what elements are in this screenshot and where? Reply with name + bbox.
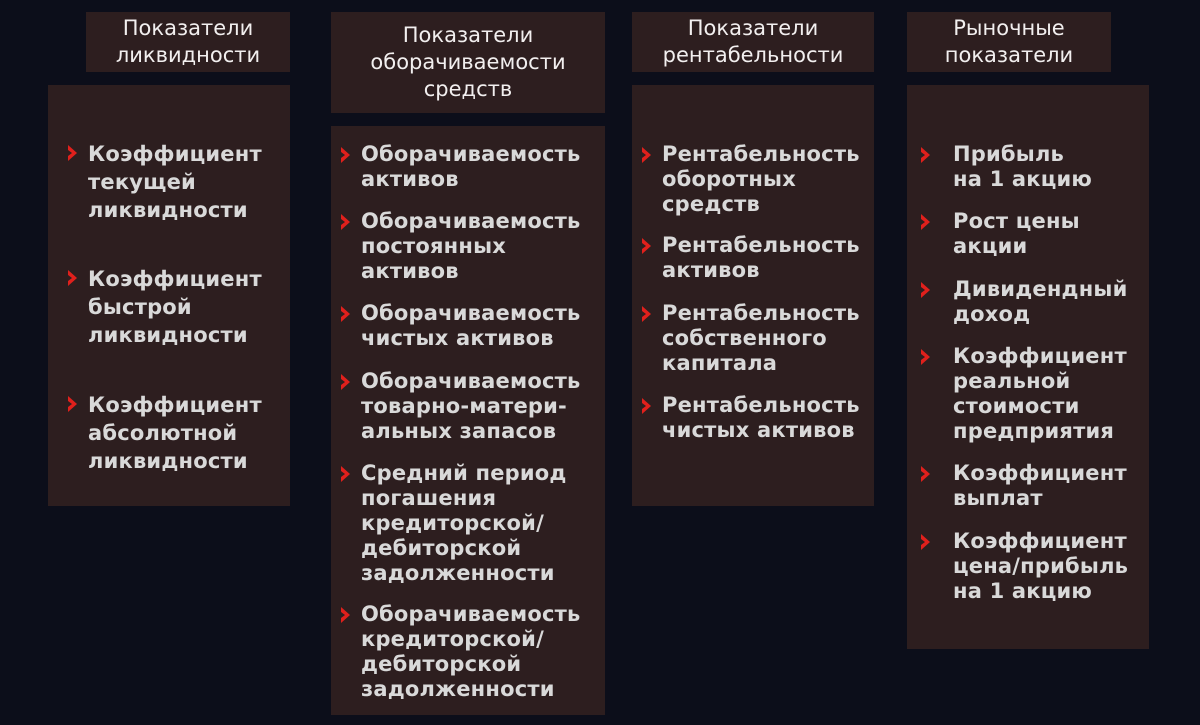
- column-header-liquidity: Показатели ликвидности: [86, 12, 290, 72]
- list-item: [339, 301, 580, 351]
- item-label: Коэффициент цена/прибыль на 1 акцию: [953, 529, 1129, 603]
- list-item: [919, 529, 1128, 604]
- list-item: [919, 142, 1092, 192]
- item-label: Дивидендный доход: [953, 277, 1128, 326]
- column-box-turnover: [331, 126, 605, 715]
- chevron-right-icon: [919, 277, 953, 303]
- item-label: Коэффициент текущей ликвидности: [88, 142, 262, 222]
- item-label: Оборачиваемость чистых активов: [361, 301, 581, 350]
- item-label: Рентабельность собственного капитала: [662, 301, 860, 375]
- chevron-right-icon: [919, 461, 953, 487]
- chevron-right-icon: [919, 209, 953, 235]
- list-item: [66, 265, 262, 349]
- list-item: [339, 369, 580, 444]
- chevron-right-icon: [919, 142, 953, 168]
- item-label: Оборачиваемость кредиторской/ дебиторской задолженности: [361, 602, 581, 701]
- chevron-right-icon: [640, 301, 662, 327]
- chevron-right-icon: [640, 142, 662, 168]
- chevron-right-icon: [339, 602, 361, 628]
- column-header-turnover: Показатели оборачиваемости средств: [331, 12, 605, 113]
- chevron-right-icon: [339, 461, 361, 487]
- column-header-market: Рыночные показатели: [907, 12, 1111, 72]
- column-box-profitability: [632, 85, 874, 506]
- chevron-right-icon: [66, 140, 88, 166]
- list-item: [919, 344, 1127, 444]
- list-item: [919, 277, 1128, 327]
- chevron-right-icon: [640, 233, 662, 259]
- item-label: Оборачиваемость активов: [361, 142, 581, 191]
- list-item: [640, 301, 860, 376]
- chevron-right-icon: [919, 344, 953, 370]
- item-label: Коэффициент быстрой ликвидности: [88, 267, 262, 347]
- column-box-market: [907, 85, 1149, 649]
- list-item: [339, 461, 567, 586]
- chevron-right-icon: [339, 142, 361, 168]
- item-label: Коэффициент абсолютной ликвидности: [88, 393, 262, 473]
- item-label: Коэффициент реальной стоимости предприятия: [953, 344, 1127, 443]
- list-item: [339, 602, 580, 702]
- chevron-right-icon: [339, 209, 361, 235]
- chevron-right-icon: [640, 393, 662, 419]
- list-item: [919, 209, 1080, 259]
- item-label: Коэффициент выплат: [953, 461, 1127, 510]
- chevron-right-icon: [66, 265, 88, 291]
- list-item: [640, 142, 860, 217]
- item-label: Рентабельность активов: [662, 233, 860, 282]
- chevron-right-icon: [919, 529, 953, 555]
- chevron-right-icon: [339, 301, 361, 327]
- column-header-profitability: Показатели рентабельности: [632, 12, 874, 72]
- list-item: [640, 233, 860, 283]
- list-item: [919, 461, 1127, 511]
- chevron-right-icon: [66, 391, 88, 417]
- list-item: [66, 140, 262, 224]
- item-label: Средний период погашения кредиторской/ дебиторской задолженности: [361, 461, 567, 585]
- item-label: Рентабельность чистых активов: [662, 393, 860, 442]
- list-item: [640, 393, 860, 443]
- column-box-liquidity: [48, 85, 290, 506]
- item-label: Прибыль на 1 акцию: [953, 142, 1093, 191]
- item-label: Рентабельность оборотных средств: [662, 142, 860, 216]
- list-item: [339, 209, 580, 284]
- list-item: [339, 142, 580, 192]
- list-item: [66, 391, 262, 475]
- item-label: Оборачиваемость товарно-матери- альных запасов: [361, 369, 581, 443]
- item-label: Оборачиваемость постоянных активов: [361, 209, 581, 283]
- chevron-right-icon: [339, 369, 361, 395]
- item-label: Рост цены акции: [953, 209, 1080, 258]
